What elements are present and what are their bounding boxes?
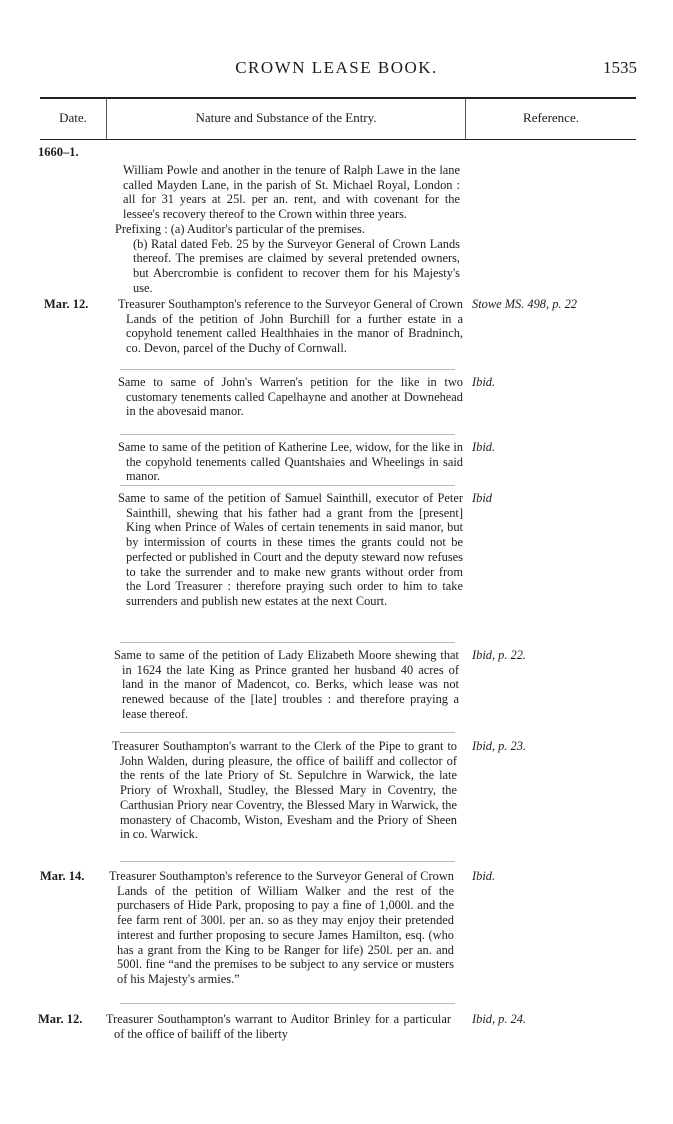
entry-reference: Ibid, p. 23. — [472, 739, 527, 753]
entry-text — [118, 491, 463, 609]
entry-paragraph: Treasurer Southampton's reference to the Surveyor General of Crown Lands of the petition of John Burchill for a further estate in a copyhold tenement called Healthhaies in the manor of Bradninch, co. Devon, parcel of the Duchy of Cornwall. — [118, 297, 463, 356]
entry-paragraph: Prefixing : (a) Auditor's particular of the premises. — [115, 221, 365, 236]
entry-paragraph: Same to same of the petition of Lady Elizabeth Moore shewing that in 1624 the late King as Prince granted her husband 40 acres of land in the manor of Madencot, co. Berks, which lease was not renewed because of the [late] troubles : and therefore praying a lease thereof. — [114, 648, 459, 721]
entry-paragraph: William Powle and another in the tenure of Ralph Lawe in the lane called Mayden Lane, in the parish of St. Michael Royal, London : all for 31 years at 25l. per an. rent, and with covenant for the lessee's recovery thereof to the Crown within three years. — [123, 163, 460, 222]
entry-text — [106, 1012, 451, 1041]
entry-reference: Ibid — [472, 491, 492, 505]
entry-reference: Ibid. — [472, 440, 496, 454]
entry-paragraph: (b) Ratal dated Feb. 25 by the Surveyor General of Crown Lands thereof. The premises are claimed by several pretended owners, but Abercrombie is confident to recover them for his Majesty's use. — [133, 236, 460, 295]
entry-paragraph: Treasurer Southampton's reference to the Surveyor General of Crown Lands of the petition of William Walker and the rest of the purchasers of Hide Park, proposing to pay a fine of 1,000l. and the fee farm rent of 300l. per an. so as they may enjoy their pretended interest and further proposing to secure James Hamilton, esq. (who has a grant from the King to be Ranger for life) 250l. per an. and 500l. fine “and the premises to be subject to any service or musters of his Majesty's armies.” — [109, 869, 454, 986]
entry-reference: Ibid. — [472, 375, 496, 389]
entry-reference: Ibid, p. 24. — [472, 1012, 527, 1026]
top-rule — [40, 97, 636, 99]
entry-separator — [120, 642, 455, 643]
entry-reference: Ibid. — [472, 869, 496, 883]
entry-paragraph: Same to same of John's Warren's petition for the like in two customary tenements called Capelhayne and another at Downehead in the abovesaid manor. — [118, 375, 463, 419]
entry-text — [115, 163, 460, 295]
entry-text — [109, 869, 454, 987]
entry-paragraph: Same to same of the petition of Samuel Sainthill, executor of Peter Sainthill, shewing that his father had a grant from the [present] King when Prince of Wales of certain tenements in said manor, but by intermission of courts in these times the grants could not be perfected or published in Court and the deputy steward now refuses to take the surrender and to make new grants without order from the Lord Treasurer : therefore praying such order to him to take surrenders and publish new estates at the next Court. — [118, 491, 463, 608]
entry-reference: Stowe MS. 498, p. 22 — [472, 297, 577, 311]
entry-separator — [120, 1003, 455, 1004]
entry-text — [112, 739, 457, 842]
column-header-date: Date. — [59, 110, 87, 125]
entry-paragraph: Same to same of the petition of Katherine Lee, widow, for the like in the copyhold tenements called Quantshaies and Wheelings in said manor. — [118, 440, 463, 484]
entry-text — [118, 297, 463, 356]
entry-separator — [120, 434, 455, 435]
entry-date: Mar. 12. — [44, 297, 89, 311]
entry-separator — [120, 861, 455, 862]
column-header-nature: Nature and Substance of the Entry. — [195, 110, 377, 125]
entry-reference: Ibid, p. 22. — [472, 648, 527, 662]
entry-text — [118, 375, 463, 419]
entry-date: Mar. 12. — [38, 1012, 83, 1026]
entry-date: 1660–1. — [38, 145, 79, 159]
entry-separator — [120, 732, 455, 733]
page-number: 1535 — [603, 58, 637, 77]
entry-text — [114, 648, 459, 722]
entry-paragraph: Treasurer Southampton's warrant to the Clerk of the Pipe to grant to John Walden, during pleasure, the office of bailiff and collector of the rents of the late Priory of St. Sepulchre in Warwick, the late Priory of Wroxhall, Studley, the Blessed Mary in Coventry, the Carthusian Priory near Coventry, the Blessed Mary in Warwick, the monastery of Chacomb, Wiston, Evesham and the Priory of Sheen in co. Warwick. — [112, 739, 457, 842]
column-header-reference: Reference. — [523, 110, 579, 125]
entry-separator — [120, 485, 455, 486]
entry-date: Mar. 14. — [40, 869, 85, 883]
entry-paragraph: Treasurer Southampton's warrant to Auditor Brinley for a particular of the office of bailiff of the liberty — [106, 1012, 451, 1041]
header-rule — [40, 139, 636, 140]
entry-text — [118, 440, 463, 484]
running-title: CROWN LEASE BOOK. — [235, 58, 438, 77]
entry-separator — [120, 369, 455, 370]
